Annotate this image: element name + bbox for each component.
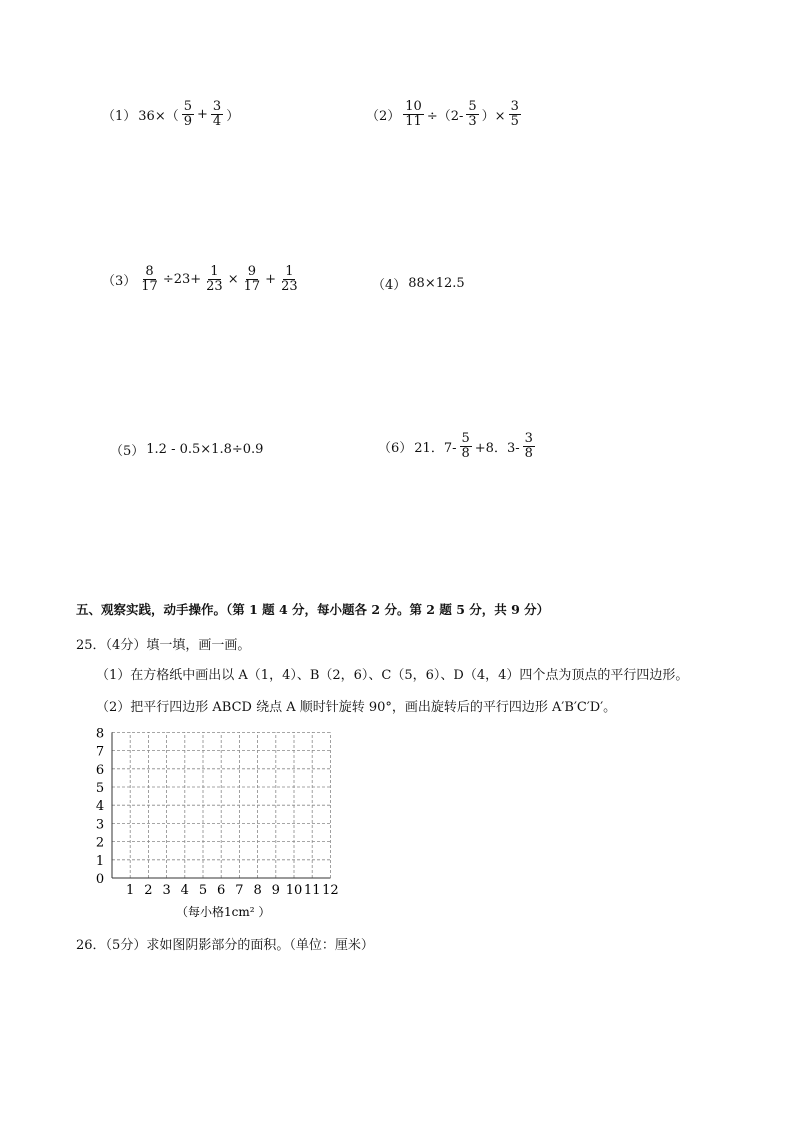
y-tick-label: 8 [95,728,105,742]
fraction-denominator: 5 [510,113,519,129]
fraction-denominator: 3 [468,113,477,129]
fraction [523,432,535,460]
fraction-denominator: 9 [183,113,192,129]
expression-text: ÷23+ [162,271,202,287]
x-tick-label: 6 [217,883,226,898]
y-tick-label: 5 [95,781,105,796]
problem-label: （2） [366,108,401,124]
fraction-numerator: 3 [212,99,222,114]
fraction-numerator: 3 [510,99,519,114]
x-tick-label: 5 [198,883,208,898]
x-tick-label: 10 [285,883,303,898]
fraction-numerator: 5 [461,431,470,446]
fraction [460,432,472,460]
y-tick-label: 6 [95,762,105,778]
fraction-denominator: 23 [281,278,298,294]
grid-figure [92,728,342,923]
fraction [211,100,223,128]
fraction-numerator: 10 [405,99,422,114]
expression-text: × [227,271,239,287]
y-tick-label: 0 [95,872,105,887]
expression-text: ）× [481,108,506,124]
expression-text: +8．3- [474,440,520,456]
grid-paper [92,728,342,923]
y-tick-label: 4 [95,799,105,815]
x-tick-label: 4 [180,883,189,898]
fraction-numerator: 9 [247,264,257,279]
fraction [242,265,263,293]
x-tick-label: 8 [253,883,262,898]
y-tick-label: 2 [95,835,105,851]
fraction-numerator: 5 [468,99,477,114]
y-tick-label: 1 [95,853,105,869]
problem-3 [102,265,301,293]
question-25-part-2: （2）把平行四边形 ABCD 绕点 A 顺时针旋转 90°，画出旋转后的平行四边形 A′B′C′D′。 [96,700,617,715]
fraction-numerator: 5 [183,99,192,114]
question-25-part-1: （1）在方格纸中画出以 A（1，4）、B（2，6）、C（5，6）、D（4，4）四个点为顶点的平行四边形。 [96,668,689,683]
expression-text: 1.2 - 0.5×1.8÷0.9 [146,442,264,457]
problem-1 [102,100,239,128]
problem-label: （1） [102,108,137,124]
problem-6 [378,432,536,460]
x-tick-label: 3 [162,883,171,898]
expression-text: 21．7- [414,440,457,456]
expression-text: 36×（ [138,108,179,124]
fraction-denominator: 11 [405,113,422,129]
grid-caption: （每小格1cm² ） [176,905,271,919]
x-tick-label: 7 [235,883,244,898]
fraction [182,100,194,128]
y-tick-label: 3 [95,817,105,833]
problem-5 [110,440,263,459]
x-tick-label: 9 [271,883,280,898]
fraction [466,100,478,128]
question-26: 26．（5分）求如图阴影部分的面积。（单位：厘米） [76,938,374,953]
fraction-numerator: 8 [145,264,154,279]
fraction-denominator: 17 [141,278,158,294]
fraction-denominator: 17 [243,278,261,294]
x-tick-label: 12 [322,883,339,898]
section-title: 五、观察实践，动手操作。（第 1 题 4 分，每小题各 2 分。第 2 题 5 分，共 9 分） [76,602,550,617]
fraction [139,265,160,293]
fraction [509,100,521,128]
y-tick-label: 7 [95,744,105,760]
fraction [279,265,300,293]
fraction [204,265,225,293]
problem-label: （4） [372,278,407,293]
fraction-numerator: 3 [524,431,533,446]
problem-label: （6） [378,440,413,456]
expression-text: ） [226,108,240,124]
fraction-denominator: 23 [206,278,223,294]
problem-label: （3） [102,273,137,289]
fraction-denominator: 8 [461,445,470,461]
fraction-denominator: 8 [524,445,533,461]
expression-text: ÷（2- [426,108,464,124]
expression-text: 88×12.5 [408,276,465,291]
expression-text: + [197,106,208,122]
x-tick-label: 1 [126,883,135,898]
problem-2 [366,100,522,128]
expression-text: + [265,271,277,287]
x-tick-label: 11 [303,883,321,898]
fraction-numerator: 1 [285,264,294,279]
fraction-denominator: 4 [212,113,222,129]
fraction-numerator: 1 [210,264,219,279]
question-25: 25．（4分）填一填，画一画。 [76,638,251,653]
x-tick-label: 2 [144,883,153,898]
problem-label: （5） [110,444,145,459]
fraction [403,100,424,128]
problem-4 [372,274,465,293]
